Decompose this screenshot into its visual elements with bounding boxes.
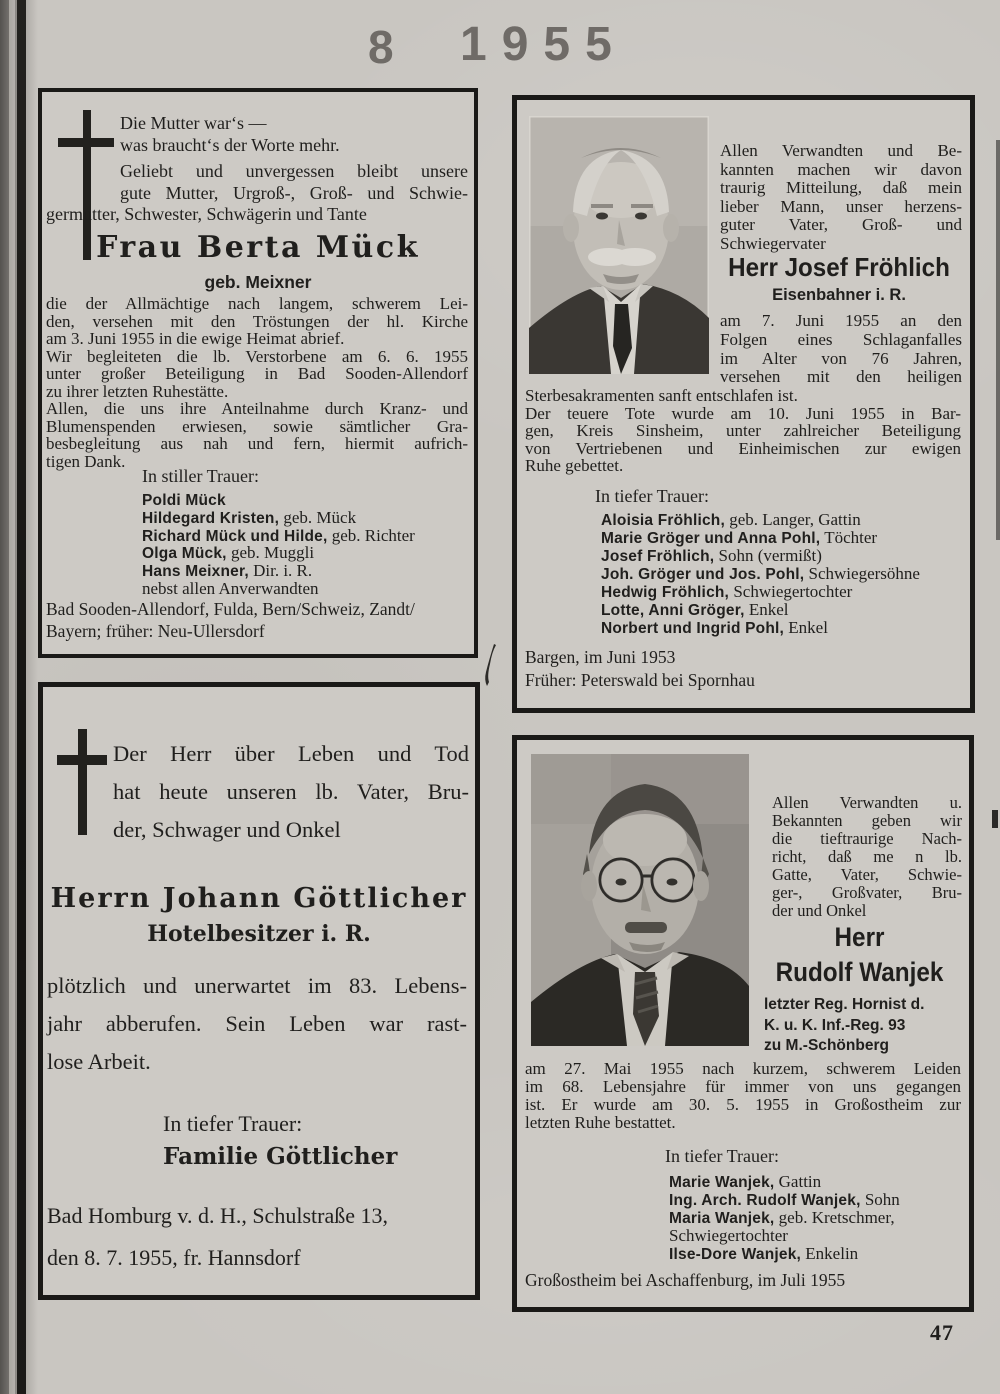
intro-line: Allen Verwandten und Be- xyxy=(720,141,962,160)
page-number: 47 xyxy=(930,1320,954,1345)
relation-line: germutter, Schwester, Schwägerin und Tante xyxy=(46,204,367,224)
relation-line: gute Mutter, Urgroß-, Groß- und Schwie- xyxy=(120,183,468,203)
header-year: 1955 xyxy=(460,18,627,71)
footer-line: Früher: Peterswald bei Spornhau xyxy=(525,669,755,690)
opening-line: Der Herr über Leben und Tod xyxy=(113,741,469,766)
intro-line: richt, daß me n lb. xyxy=(772,847,962,866)
mourner-line xyxy=(669,1191,900,1209)
deceased-name-title: Herr Josef Fröhlich xyxy=(728,252,950,282)
mourner-relation: Enkel xyxy=(784,618,828,637)
mourner-line xyxy=(669,1245,900,1263)
notice-footer xyxy=(47,1195,467,1279)
mourner-relation: nebst allen Anverwandten xyxy=(142,578,319,598)
body-line: von Vertriebenen und Einheimischen zur ewigen xyxy=(525,438,961,458)
notice-footer xyxy=(525,646,955,691)
mourner-line xyxy=(601,565,920,583)
mourner-relation: geb. Kretschmer, xyxy=(774,1208,895,1227)
intro-line: Schwiegervater xyxy=(720,233,826,253)
mourning-label: In tiefer Trauer: xyxy=(665,1146,779,1166)
mourner-name: Olga Mück, xyxy=(142,545,227,563)
mourner-line xyxy=(669,1173,900,1191)
death-notice-goettlicher xyxy=(38,682,480,1300)
intro-line: Allen Verwandten u. xyxy=(772,793,962,812)
opening-line: hat heute unseren lb. Vater, Bru- xyxy=(113,779,469,804)
deceased-profession: Hotelbesitzer i. R. xyxy=(147,921,371,947)
subtitle-line: letzter Reg. Hornist d. xyxy=(764,996,925,1013)
body-line: Allen, die uns ihre Anteilnahme durch Kranz- und xyxy=(46,399,468,418)
verse-line: Die Mutter war‘s — xyxy=(120,113,267,133)
mourner-name: Maria Wanjek, xyxy=(669,1210,775,1227)
deceased-name-title: Frau Berta Mück xyxy=(96,230,420,265)
mourner-relation: geb. Langer, Gattin xyxy=(724,510,861,529)
mourner-line xyxy=(601,619,920,637)
body-line: ist. Er wurde am 30. 5. 1955 in Großostheim zur xyxy=(525,1095,961,1114)
deceased-profession: Eisenbahner i. R. xyxy=(772,286,906,304)
mourner-name: Hedwig Fröhlich, xyxy=(601,584,730,601)
notice-body xyxy=(46,295,468,470)
intro-line: lieber Mann, unser herzens- xyxy=(720,196,962,216)
portrait-photo-froehlich xyxy=(529,116,709,374)
binding-fold-line xyxy=(17,0,26,1394)
mourner-name: Joh. Gröger und Jos. Pohl, xyxy=(601,566,805,583)
body-line: im 68. Lebensjahre für immer von uns gegangen xyxy=(525,1077,961,1096)
mourner-name: Hildegard Kristen, xyxy=(142,509,280,527)
mourner-relation: Enkelin xyxy=(801,1244,859,1263)
mourner-name: Hans Meixner, xyxy=(142,563,249,581)
mourners-list xyxy=(669,1173,900,1263)
subtitle-line: K. u. K. Inf.-Reg. 93 xyxy=(764,1016,906,1034)
mourner-name: Norbert und Ingrid Pohl, xyxy=(601,620,785,637)
mourner-line xyxy=(601,583,920,601)
mourner-name: Richard Mück und Hilde, xyxy=(142,527,328,545)
title-line: Rudolf Wanjek xyxy=(775,957,944,987)
cross-icon xyxy=(57,729,107,835)
body-line: plötzlich und unerwartet im 83. Lebens- xyxy=(47,973,467,998)
intro-line: die tieftraurige Nach- xyxy=(772,829,962,848)
deceased-name-title xyxy=(767,920,952,990)
mourner-relation: Schwiegertochter xyxy=(669,1226,788,1245)
body-line: am 27. Mai 1955 nach kurzem, schwerem Leiden xyxy=(525,1059,961,1078)
portrait-photo-wanjek xyxy=(531,754,749,1046)
mourners-list xyxy=(142,492,415,599)
footer-line: Bad Homburg v. d. H., Schulstraße 13, xyxy=(47,1203,388,1228)
body-line: gen, Kreis Sinsheim, unter zahlreicher Beteiligung xyxy=(525,421,961,440)
body-line: besbegleitung aus nah und fern, hiermit aufrich- xyxy=(46,434,468,453)
mourner-name: Marie Gröger und Anna Pohl, xyxy=(601,530,821,547)
deceased-profession xyxy=(764,995,954,1057)
intro-line: Gatte, Vater, Schwie- xyxy=(772,865,962,884)
mourner-relation: geb. Muggli xyxy=(226,543,315,563)
body-line: den, versehen mit den Tröstungen der hl. Kirche xyxy=(46,311,468,331)
mourner-family-line: Familie Göttlicher xyxy=(163,1143,398,1170)
mourner-line xyxy=(142,578,415,599)
mourner-relation: Sohn xyxy=(860,1190,900,1209)
body-line: die der Allmächtige nach langem, schwerem Lei- xyxy=(46,294,468,313)
notice-intro xyxy=(772,794,962,920)
column-line: versehen mit den heiligen xyxy=(720,367,962,387)
mourner-relation: Töchter xyxy=(820,528,878,547)
death-notice-froehlich xyxy=(512,95,975,713)
mourner-line xyxy=(601,547,920,565)
body-line: Ruhe gebettet. xyxy=(525,456,624,475)
mourners-list xyxy=(601,511,920,637)
scan-edge-artifact xyxy=(996,140,1000,540)
mourner-line xyxy=(601,511,920,529)
notice-intro xyxy=(720,142,962,254)
mourner-relation: geb. Mück xyxy=(279,507,357,527)
opening-line: der, Schwager und Onkel xyxy=(113,817,341,842)
column-line: im Alter von 76 Jahren, xyxy=(720,348,962,368)
death-notice-wanjek xyxy=(512,735,974,1312)
intro-line: Bekannten geben wir xyxy=(772,811,962,830)
mourning-label: In tiefer Trauer: xyxy=(163,1111,303,1136)
header-issue-number: 8 xyxy=(368,21,394,73)
scan-edge-mark xyxy=(992,810,998,828)
body-line: Wir begleiteten die lb. Verstorbene am 6. 6. 1955 xyxy=(46,346,468,366)
intro-line: kannten machen wir davon xyxy=(720,159,962,179)
body-line: tigen Dank. xyxy=(46,451,126,471)
column-line: Folgen eines Schlaganfalles xyxy=(720,329,962,349)
mourner-line xyxy=(669,1227,900,1245)
mourner-relation: Enkel xyxy=(744,600,789,619)
body-line: Der teuere Tote wurde am 10. Juni 1955 in Bar- xyxy=(525,403,961,423)
footer-line: Bad Sooden-Allendorf, Fulda, Bern/Schweiz, Zandt/ xyxy=(46,599,415,619)
notice-footer xyxy=(46,598,470,642)
column-line: am 7. Juni 1955 an den xyxy=(720,311,962,330)
footer-line: den 8. 7. 1955, fr. Hannsdorf xyxy=(47,1245,301,1270)
pen-mark-icon xyxy=(478,642,500,690)
notice-relation-text xyxy=(120,160,468,204)
intro-line: ger-, Großvater, Bru- xyxy=(772,883,962,902)
mourner-relation: Schwiegersöhne xyxy=(804,564,920,583)
mourner-name: Poldi Mück xyxy=(142,492,226,509)
body-line: jahr abberufen. Sein Leben war rast- xyxy=(47,1011,467,1036)
mourning-label: In tiefer Trauer: xyxy=(595,486,709,506)
mourner-name: Marie Wanjek, xyxy=(669,1174,775,1191)
deceased-name-title: Herrn Johann Göttlicher xyxy=(50,883,468,914)
intro-line: traurig Mitteilung, daß mein xyxy=(720,178,962,198)
mourning-label: In stiller Trauer: xyxy=(142,466,259,486)
body-line: Sterbesakramenten sanft entschlafen ist. xyxy=(525,386,798,405)
footer-line: Bargen, im Juni 1953 xyxy=(525,647,676,667)
body-line: letzten Ruhe bestattet. xyxy=(525,1113,676,1132)
subtitle-line: zu M.-Schönberg xyxy=(764,1037,890,1054)
notice-opening xyxy=(113,735,469,849)
body-line: lose Arbeit. xyxy=(47,1049,151,1074)
death-notice-mueck xyxy=(38,88,478,658)
notice-opening-verse xyxy=(120,112,460,156)
intro-line: der und Onkel xyxy=(772,901,867,920)
binding-highlight xyxy=(9,0,15,1394)
relation-line: Geliebt und unvergessen bleibt unsere xyxy=(120,161,468,181)
mourner-relation: geb. Richter xyxy=(327,525,415,545)
notice-column-text xyxy=(720,312,962,387)
mourner-name: Aloisia Fröhlich, xyxy=(601,512,725,529)
title-line: Herr xyxy=(834,922,885,952)
mourner-line xyxy=(601,529,920,547)
mourner-name: Ing. Arch. Rudolf Wanjek, xyxy=(669,1192,861,1209)
mourner-line xyxy=(601,601,920,619)
mourner-relation: Schwiegertochter xyxy=(729,582,853,601)
mourner-relation: Dir. i. R. xyxy=(248,561,313,581)
body-line: am 3. Juni 1955 in die ewige Heimat abrief. xyxy=(46,329,345,348)
mourner-line xyxy=(669,1209,900,1227)
deceased-birth-name: geb. Meixner xyxy=(204,272,312,292)
mourner-name: Lotte, Anni Gröger, xyxy=(601,602,745,619)
notice-body xyxy=(47,967,467,1081)
mourner-name: Ilse-Dore Wanjek, xyxy=(669,1246,802,1263)
body-line: Blumenspenden erwiesen, sowie sämtlicher Gra- xyxy=(46,416,468,436)
notice-body xyxy=(525,387,961,475)
mourner-relation: Gattin xyxy=(774,1172,822,1191)
intro-line: guter Vater, Groß- und xyxy=(720,215,962,235)
body-line: zu ihrer letzten Ruhestätte. xyxy=(46,381,229,401)
notice-footer: Großostheim bei Aschaffenburg, im Juli 1955 xyxy=(525,1270,846,1290)
mourner-relation: Sohn (vermißt) xyxy=(714,546,822,565)
body-line: unter großer Beteiligung in Bad Sooden-Allendorf xyxy=(46,364,468,383)
footer-line: Bayern; früher: Neu-Ullersdorf xyxy=(46,621,265,641)
verse-line: was braucht‘s der Worte mehr. xyxy=(120,135,340,155)
notice-body xyxy=(525,1060,961,1132)
mourner-name: Josef Fröhlich, xyxy=(601,548,715,565)
